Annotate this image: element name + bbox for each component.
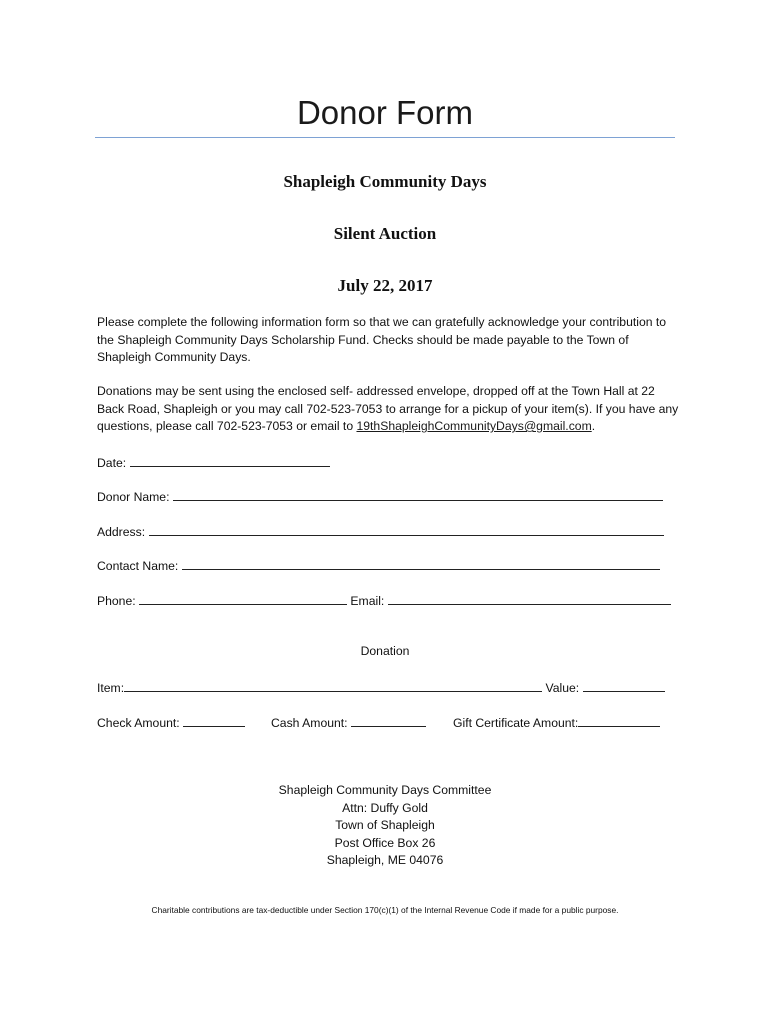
date-heading: July 22, 2017 (337, 276, 433, 295)
donor-name-label: Donor Name: (97, 490, 170, 504)
address-line[interactable] (149, 523, 664, 536)
email-label: Email: (350, 594, 385, 608)
address-line-5: Shapleigh, ME 04076 (326, 853, 444, 867)
tax-deductible-note: Charitable contributions are tax-deductible under Section 170(c)(1) of the Internal Revenue Code if made for a public purpose. (151, 905, 619, 915)
date-label: Date: (97, 456, 127, 470)
address-label: Address: (97, 525, 146, 539)
intro-paragraph: Please complete the following information form so that we can gratefully acknowledge your contribution to the Shapleigh Community Days Scholarship Fund. Checks should be made payable to the Town of Shapleigh Community Days. (97, 315, 667, 364)
item-label: Item: (97, 681, 125, 695)
check-amount-line[interactable] (183, 714, 245, 727)
date-field (97, 454, 330, 470)
cash-amount-label: Cash Amount: (271, 716, 348, 730)
mailing-address (0, 782, 770, 870)
address-line-1: Shapleigh Community Days Committee (278, 783, 492, 797)
item-line[interactable] (124, 679, 542, 692)
contact-name-field (97, 557, 660, 573)
donation-paragraph (97, 383, 682, 436)
donation-paragraph-text: Donations may be sent using the enclosed self- addressed envelope, dropped off at the Town Hall at 22 Back Road, Shapleigh or you may call 702-523-7053 to arrange for a pickup of your item(s). If you have any questions, please call 702-523-7053 or email to (97, 384, 679, 433)
check-amount-label: Check Amount: (97, 716, 180, 730)
date-line[interactable] (130, 454, 330, 467)
phone-line[interactable] (139, 592, 347, 605)
address-line-3: Town of Shapleigh (335, 818, 435, 832)
address-field (97, 523, 664, 539)
value-line[interactable] (583, 679, 665, 692)
gift-certificate-field (453, 714, 660, 730)
donor-name-line[interactable] (173, 488, 663, 501)
donation-heading: Donation (360, 644, 410, 658)
contact-name-label: Contact Name: (97, 559, 179, 573)
phone-email-field (97, 592, 671, 608)
phone-label: Phone: (97, 594, 136, 608)
cash-amount-field (271, 714, 426, 730)
donor-name-field (97, 488, 663, 504)
gift-certificate-line[interactable] (578, 714, 660, 727)
cash-amount-line[interactable] (351, 714, 426, 727)
event-heading: Silent Auction (333, 224, 437, 243)
value-label: Value: (545, 681, 580, 695)
address-line-4: Post Office Box 26 (334, 835, 436, 850)
donation-paragraph-end: . (591, 419, 596, 433)
email-line[interactable] (388, 592, 671, 605)
item-value-field (97, 679, 665, 695)
organization-heading: Shapleigh Community Days (283, 172, 487, 191)
email-link[interactable]: 19thShapleighCommunityDays@gmail.com (356, 419, 592, 433)
address-line-2: Attn: Duffy Gold (342, 800, 428, 815)
form-title: Donor Form (296, 94, 474, 131)
check-amount-field (97, 714, 245, 730)
contact-name-line[interactable] (182, 557, 660, 570)
title-divider (95, 137, 675, 138)
gift-certificate-label: Gift Certificate Amount: (453, 716, 579, 730)
